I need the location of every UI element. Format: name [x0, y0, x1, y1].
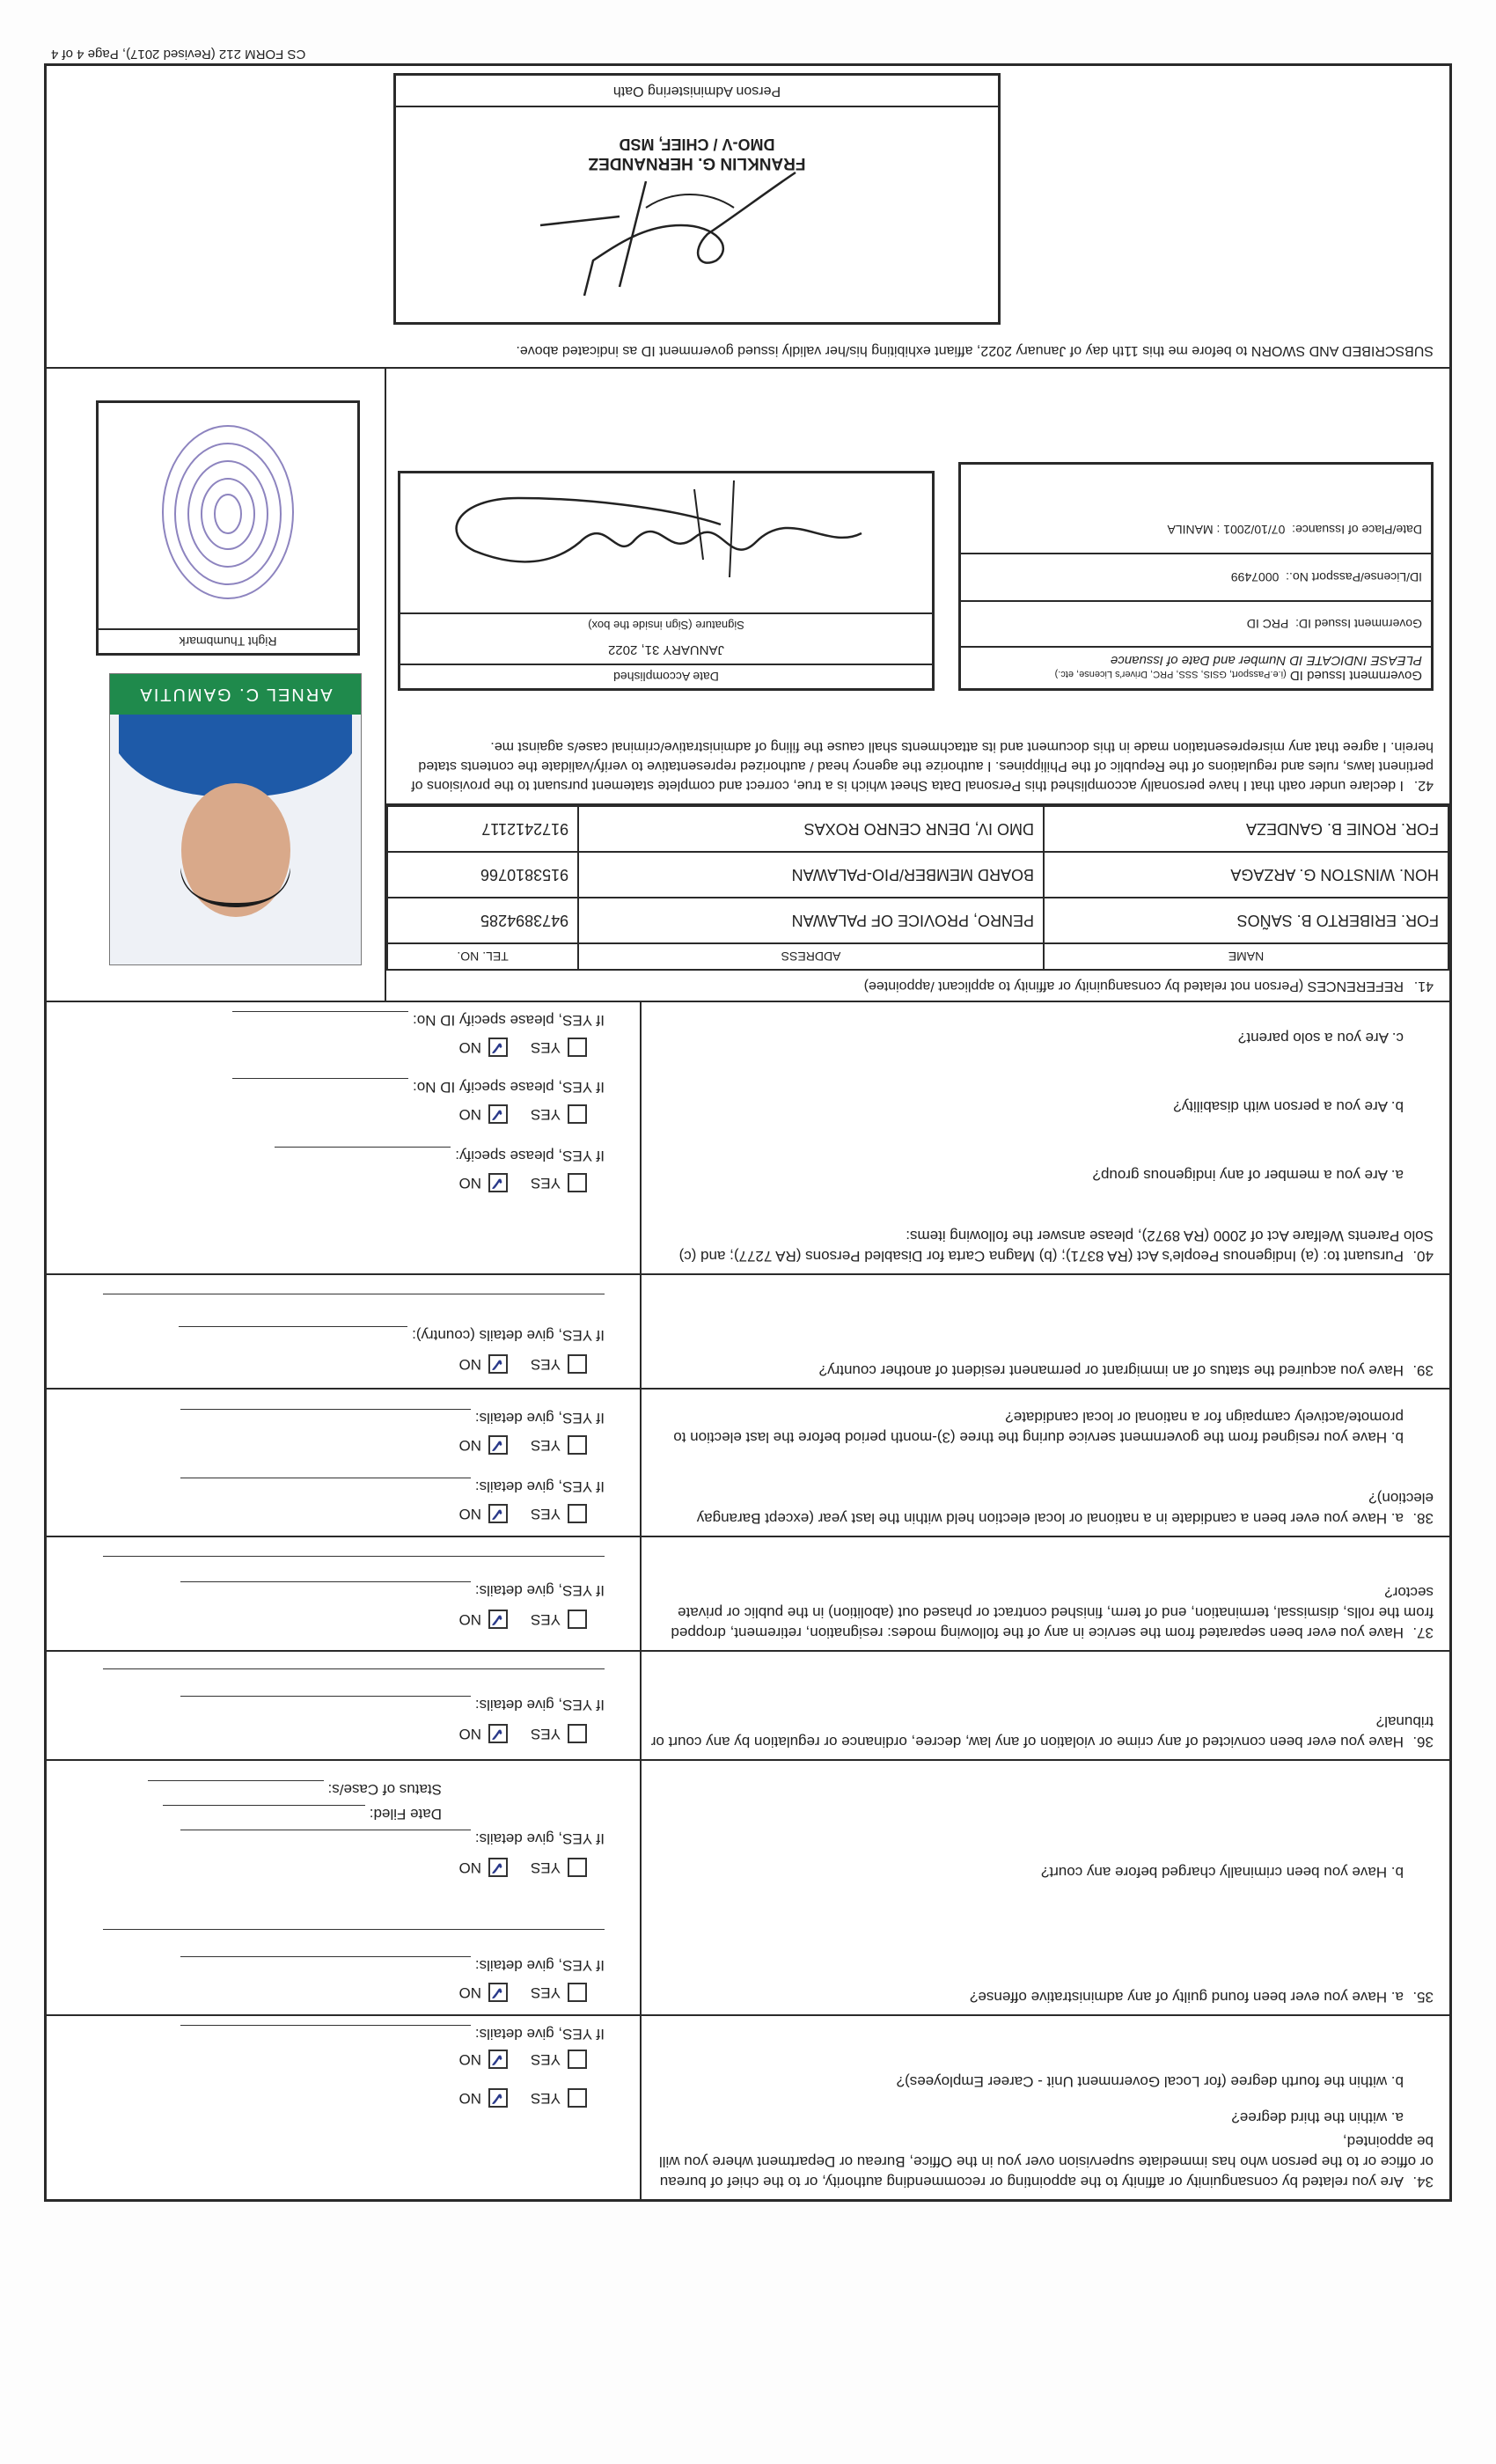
- question-40-section: 40.Pursuant to: (a) Indigenous People's Act (RA 8371); (b) Magna Carta for Disabled Persons (RA 7277); and (c) Solo Parents Welfare Act of 2000 (RA 8972), please answer the following items: a. Are you a member of any indigenous group? b. Are you a person with disability? c. Are you a solo parent? YES ✓ NO If YES, please specify: YES ✓ NO If YES, please specify ID No: YES ✓ NO If YES, please specify ID No:: [47, 1002, 1449, 1275]
- reference-name: FOR. ERIBERTO B. SAÑOS: [1044, 898, 1448, 943]
- q40a-details-field[interactable]: [275, 1147, 451, 1148]
- gov-id-subtitle: PLEASE INDICATE ID Number and Date of Issuance: [1110, 653, 1422, 668]
- q38a-yes-checkbox[interactable]: [568, 1504, 587, 1523]
- form-footer-id: CS FORM 212 (Revised 2017), Page 4 of 4: [51, 47, 306, 62]
- photo-name-strip: ARNEL C. GAMUTIA: [110, 674, 361, 715]
- pds-form: [44, 63, 1452, 2202]
- question-40b-text: b. Are you a person with disability?: [1173, 1098, 1404, 1115]
- gov-id-value: PRC ID: [1246, 617, 1289, 631]
- question-38-section: 38.a. Have you ever been a candidate in a national or local election held within the last year (except Barangay election)? b. Have you resigned from the government service during the three (3)-month period before the last election to promote/actively campaign for a national or local candidate? YES ✓ NO If YES, give details: YES ✓ NO If YES, give details:: [47, 1390, 1449, 1537]
- q35a-no-checkbox[interactable]: [488, 1983, 508, 2002]
- date-accomplished-caption: Date Accomplished: [400, 664, 932, 688]
- question-35-section: 35.a. Have you ever been found guilty of any administrative offense? b. Have you been criminally charged before any court? YES ✓ NO If YES, give details: YES ✓ NO If YES, give details: Date Filed: Status of Case/s:: [47, 1761, 1449, 2016]
- q40b-details-field[interactable]: [232, 1078, 408, 1079]
- reference-tel: 9153810766: [387, 852, 578, 898]
- thumbmark-box: [96, 400, 360, 656]
- question-40c-text: c. Are you a solo parent?: [1237, 1030, 1404, 1046]
- thumbmark-caption: Right Thumbmark: [99, 628, 357, 653]
- q34b-no-checkbox[interactable]: [488, 2050, 508, 2069]
- q40a-no-checkbox[interactable]: [488, 1173, 508, 1192]
- q40c-no-checkbox[interactable]: [488, 1038, 508, 1057]
- reference-address: BOARD MEMBER/PIO-PALAWAN: [578, 852, 1044, 898]
- q38b-yes-checkbox[interactable]: [568, 1435, 587, 1455]
- q35b-no-checkbox[interactable]: [488, 1858, 508, 1877]
- applicant-signature-icon: [404, 472, 932, 612]
- references-table: [386, 805, 1449, 971]
- question-34a-text: a. within the third degree?: [1231, 2109, 1404, 2126]
- q37-no-checkbox[interactable]: [488, 1610, 508, 1629]
- q35b-status-field[interactable]: [148, 1780, 324, 1781]
- q34a-yes-checkbox[interactable]: [568, 2088, 587, 2108]
- applicant-photo: [109, 673, 362, 965]
- reference-address: DMO IV, DENR CENRO ROXAS: [578, 806, 1044, 852]
- q39-details-field[interactable]: [179, 1326, 407, 1327]
- signature-box: [398, 471, 935, 691]
- reference-address: PENRO, PROVICE OF PALAWAN: [578, 898, 1044, 943]
- question-34-text: 34.Are you related by consanguinity or affinity to the appointing or recommending authority, or to the chief of bureau or office or to the person who has immediate supervision over you in the Office, Bureau or Department where you will be appointed,: [658, 2133, 1434, 2190]
- header-name: NAME: [1044, 943, 1448, 970]
- q39-no-checkbox[interactable]: [488, 1354, 508, 1374]
- question-36-text: 36.Have you ever been convicted of any crime or violation of any law, decree, ordinance or regulation by any court or tribunal?: [650, 1713, 1434, 1750]
- q38b-no-checkbox[interactable]: [488, 1435, 508, 1455]
- table-row: [387, 898, 1448, 943]
- signature-caption: Signature (Sign inside the box): [400, 612, 932, 635]
- oath-caption: Person Administering Oath: [396, 76, 998, 107]
- q40b-yes-checkbox[interactable]: [568, 1104, 587, 1124]
- question-37-text: 37.Have you ever been separated from the service in any of the following modes: resignation, retirement, dropped from the rolls, dismissal, termination, end of term, finished contract or phased out (abolition) in the public or private sector?: [671, 1584, 1434, 1641]
- oath-text: SUBSCRIBED AND SWORN to before me this 11th day of January 2022, affiant exhibiting his/her validly issued government ID as indicated above.: [516, 343, 1434, 358]
- q35b-yes-checkbox[interactable]: [568, 1858, 587, 1877]
- question-40-text: 40.Pursuant to: (a) Indigenous People's Act (RA 8371); (b) Magna Carta for Disabled Persons (RA 7277); and (c) Solo Parents Welfare Act of 2000 (RA 8972), please answer the following items:: [678, 1228, 1434, 1265]
- reference-tel: 9473894285: [387, 898, 578, 943]
- gov-id-date: 07/10/2001 : MANILA: [1167, 523, 1286, 537]
- gov-id-box: Government Issued ID (i.e.Passport, GSIS, SSS, PRC, Driver's License, etc.) PLEASE INDICATE ID Number and Date of Issuance Government Issued ID: PRC ID ID/License/Passport No.: 0007499 Date/Place of Issuance: 07/10/2001 : MANILA: [958, 462, 1434, 691]
- q37-yes-checkbox[interactable]: [568, 1610, 587, 1629]
- q37-details-field[interactable]: [180, 1581, 471, 1582]
- references-header-row: [387, 943, 1448, 970]
- question-39-section: 39.Have you acquired the status of an immigrant or permanent resident of another country? YES ✓ NO If YES, give details (country):: [47, 1275, 1449, 1390]
- q35a-yes-checkbox[interactable]: [568, 1983, 587, 2002]
- question-35b-text: b. Have you been criminally charged before any court?: [1040, 1864, 1404, 1881]
- q40b-no-checkbox[interactable]: [488, 1104, 508, 1124]
- officer-signature-icon: [400, 155, 998, 322]
- q40c-details-field[interactable]: [232, 1011, 408, 1012]
- reference-name: HON. WINSTON G. ARZAGA: [1044, 852, 1448, 898]
- q35b-date-filed-field[interactable]: [163, 1805, 365, 1806]
- oath-officer-box: [393, 73, 1001, 325]
- references-section: [47, 369, 1449, 1002]
- question-39-text: 39.Have you acquired the status of an immigrant or permanent resident of another country?: [818, 1362, 1434, 1379]
- person-photo-icon: [110, 674, 361, 964]
- q35a-details-field[interactable]: [180, 1956, 471, 1957]
- q34a-no-checkbox[interactable]: [488, 2088, 508, 2108]
- question-40a-text: a. Are you a member of any indigenous group?: [1092, 1167, 1404, 1184]
- question-37-section: 37.Have you ever been separated from the service in any of the following modes: resignation, retirement, dropped from the rolls, dismissal, termination, end of term, finished contract or phased out (abolition) in the public or private sector? YES ✓ NO If YES, give details:: [47, 1537, 1449, 1652]
- question-34b-text: b. within the fourth degree (for Local Government Unit - Career Employees)?: [896, 2073, 1404, 2090]
- q36-details-field[interactable]: [180, 1696, 471, 1697]
- question-34-section: 34.Are you related by consanguinity or affinity to the appointing or recommending authority, or to the chief of bureau or office or to the person who has immediate supervision over you in the Office, Bureau or Department where you will be appointed, a. within the third degree? b. within the fourth degree (for Local Government Unit - Career Employees)? YES ✓ NO YES ✓ NO If YES, give details:: [47, 2016, 1449, 2199]
- q34-details-label: If YES, give details:: [474, 2026, 605, 2042]
- officer-name: FRANKLIN G. HERNANDEZ: [588, 154, 806, 172]
- q40a-yes-checkbox[interactable]: [568, 1173, 587, 1192]
- question-38a-text: 38.a. Have you ever been a candidate in a national or local election held within the last year (except Barangay election)?: [696, 1490, 1434, 1527]
- question-35a-text: 35.a. Have you ever been found guilty of any administrative offense?: [970, 1989, 1434, 2006]
- table-row: [387, 852, 1448, 898]
- thumbprint-icon: [99, 401, 357, 628]
- references-title: 41.REFERENCES (Person not related by consanguinity or affinity to applicant /appointee): [863, 979, 1434, 994]
- declaration-text: 42.I declare under oath that I have personally accomplished this Personal Data Sheet which is a true, correct and complete statement pursuant to the provisions of pertinent laws, rules and regulations of the Republic of the Philippines. I authorize the agency head / authorized representative to verify/validate the contents stated herein. I agree that any misrepresentation made in this document and its attachments shall cause the filing of administrative/criminal case/s against me.: [386, 728, 1449, 805]
- question-38b-text: b. Have you resigned from the government service during the three (3)-month period before the last election to promote/actively campaign for a national or local candidate?: [673, 1409, 1404, 1446]
- q38b-details-field[interactable]: [180, 1409, 471, 1410]
- q39-yes-checkbox[interactable]: [568, 1354, 587, 1374]
- q36-yes-checkbox[interactable]: [568, 1724, 587, 1743]
- q34-details-field[interactable]: [180, 2025, 471, 2026]
- officer-title: DMO-V / CHIEF, MSD: [619, 136, 775, 153]
- reference-tel: 9172412117: [387, 806, 578, 852]
- date-accomplished-value: JANUARY 31, 2022: [607, 642, 725, 657]
- q40c-yes-checkbox[interactable]: [568, 1038, 587, 1057]
- table-row: [387, 806, 1448, 852]
- question-36-section: 36.Have you ever been convicted of any crime or violation of any law, decree, ordinance or regulation by any court or tribunal? YES ✓ NO If YES, give details:: [47, 1652, 1449, 1761]
- reference-name: FOR. RONIE B. GANDEZA: [1044, 806, 1448, 852]
- q38a-no-checkbox[interactable]: [488, 1504, 508, 1523]
- q34b-yes-checkbox[interactable]: [568, 2050, 587, 2069]
- q36-no-checkbox[interactable]: [488, 1724, 508, 1743]
- header-tel: TEL. NO.: [387, 943, 578, 970]
- oath-section: [47, 66, 1449, 369]
- gov-id-title: Government Issued ID: [1289, 668, 1422, 683]
- header-address: ADDRESS: [578, 943, 1044, 970]
- gov-id-number: 0007499: [1230, 570, 1280, 584]
